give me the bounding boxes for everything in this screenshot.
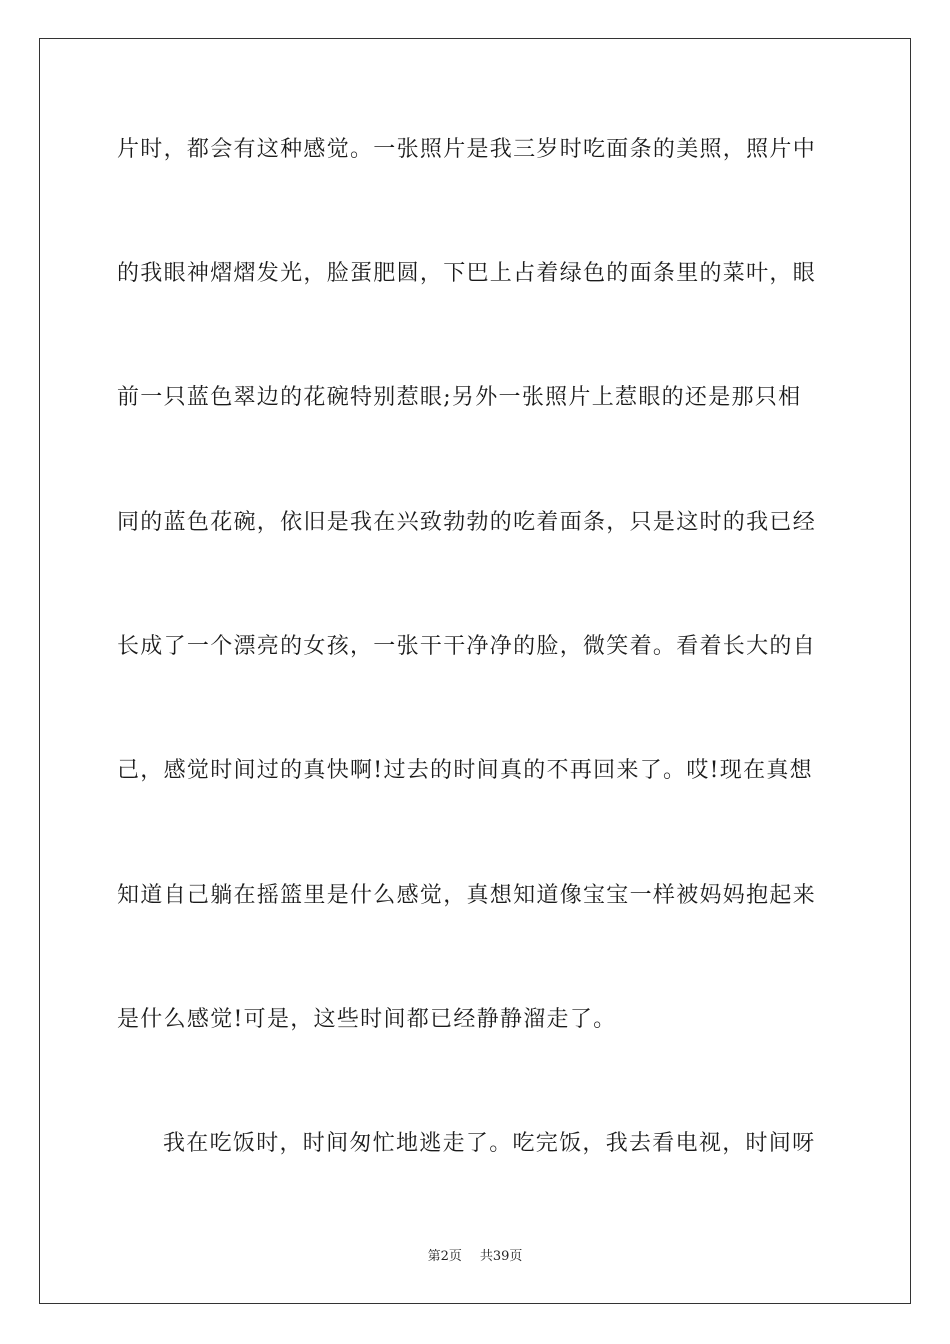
text-line-1: 片时，都会有这种感觉。一张照片是我三岁时吃面条的美照，照片中 [117,137,817,162]
text-line-4: 同的蓝色花碗，依旧是我在兴致勃勃的吃着面条，只是这时的我已经 [117,510,817,535]
text-line-6: 己，感觉时间过的真快啊!过去的时间真的不再回来了。哎!现在真想 [117,758,813,783]
page-total: 共39页 [479,1249,523,1264]
page-footer [0,1248,950,1266]
text-line-8: 是什么感觉!可是，这些时间都已经静静溜走了。 [117,1007,617,1032]
text-line-7: 知道自己躺在摇篮里是什么感觉，真想知道像宝宝一样被妈妈抱起来 [117,883,817,908]
page-number: 第2页 [427,1249,462,1264]
text-line-3: 前一只蓝色翠边的花碗特别惹眼;另外一张照片上惹眼的还是那只相 [117,385,802,410]
text-line-2: 的我眼神熠熠发光，脸蛋肥圆，下巴上占着绿色的面条里的菜叶，眼 [117,261,817,286]
text-line-5: 长成了一个漂亮的女孩，一张干干净净的脸，微笑着。看着长大的自 [117,634,817,659]
paragraph-start-line: 我在吃饭时，时间匆忙地逃走了。吃完饭，我去看电视，时间呀 [163,1131,816,1156]
page-border [39,38,911,1304]
